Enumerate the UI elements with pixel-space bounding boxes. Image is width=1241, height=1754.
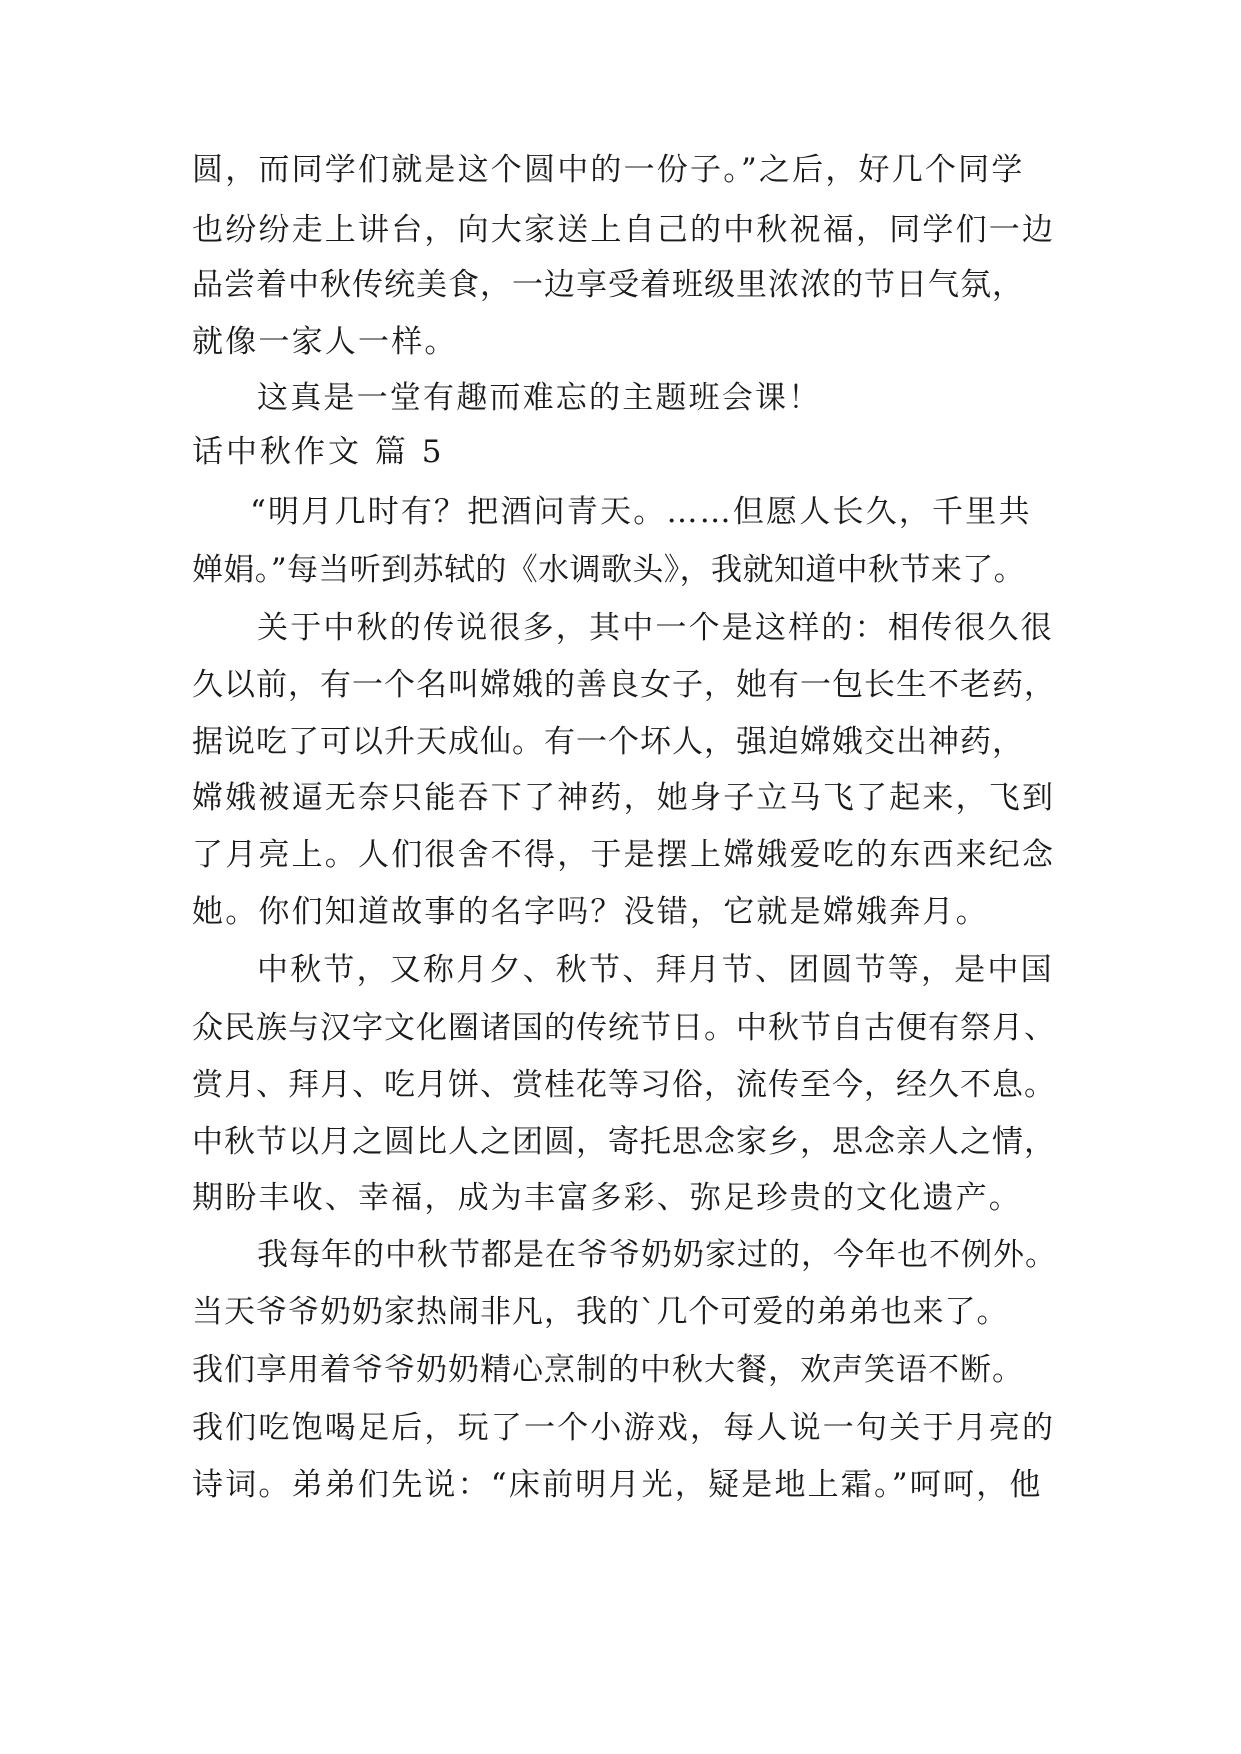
text-line: 期盼丰收、幸福，成为丰富多彩、弥足珍贵的文化遗产。 bbox=[192, 1180, 1022, 1216]
text-line: 这真是一堂有趣而难忘的主题班会课！ bbox=[257, 380, 822, 416]
text-line: 圆，而同学们就是这个圆中的一份子。”之后，好几个同学 bbox=[192, 152, 1025, 188]
text-line: 据说吃了可以升天成仙。有一个坏人，强迫嫦娥交出神药， bbox=[192, 724, 1024, 760]
text-line: 久以前，有一个名叫嫦娥的善良女子，她有一包长生不老药， bbox=[192, 667, 1056, 703]
text-line: 中秋节以月之圆比人之团圆，寄托思念家乡，思念亲人之情， bbox=[192, 1124, 1056, 1160]
text-line: 我们吃饱喝足后，玩了一个小游戏，每人说一句关于月亮的 bbox=[192, 1410, 1056, 1446]
text-line: 中秋节，又称月夕、秋节、拜月节、团圆节等，是中国 bbox=[257, 952, 1054, 988]
text-line: 了月亮上。人们很舍不得，于是摆上嫦娥爱吃的东西来纪念 bbox=[192, 837, 1056, 873]
text-line: 嫦娥被逼无奈只能吞下了神药，她身子立马飞了起来，飞到 bbox=[192, 780, 1056, 816]
text-line: 也纷纷走上讲台，向大家送上自己的中秋祝福，同学们一边 bbox=[192, 212, 1056, 248]
text-line: 当天爷爷奶奶家热闹非凡，我的`几个可爱的弟弟也来了。 bbox=[192, 1294, 1009, 1330]
text-line: 就像一家人一样。 bbox=[192, 324, 458, 360]
text-line: 我每年的中秋节都是在爷爷奶奶家过的，今年也不例外。 bbox=[257, 1237, 1057, 1273]
text-line: 众民族与汉字文化圈诸国的传统节日。中秋节自古便有祭月、 bbox=[192, 1010, 1056, 1046]
text-line: 我们享用着爷爷奶奶精心烹制的中秋大餐，欢声笑语不断。 bbox=[192, 1352, 1024, 1388]
text-line: 诗词。弟弟们先说：“床前明月光，疑是地上霜。”呵呵，他 bbox=[192, 1467, 1043, 1503]
text-line: 品尝着中秋传统美食，一边享受着班级里浓浓的节日气氛， bbox=[192, 267, 1024, 303]
text-line: 关于中秋的传说很多，其中一个是这样的：相传很久很 bbox=[257, 610, 1054, 646]
section-heading: 话中秋作文 篇 5 bbox=[192, 434, 445, 470]
text-line: 婵娟。”每当听到苏轼的《水调歌头》，我就知道中秋节来了。 bbox=[192, 552, 1026, 588]
text-line: 赏月、拜月、吃月饼、赏桂花等习俗，流传至今，经久不息。 bbox=[192, 1067, 1056, 1103]
text-line: 她。你们知道故事的名字吗？没错，它就是嫦娥奔月。 bbox=[192, 894, 989, 930]
text-line: “明月几时有？把酒问青天。……但愿人长久，千里共 bbox=[250, 494, 1032, 530]
